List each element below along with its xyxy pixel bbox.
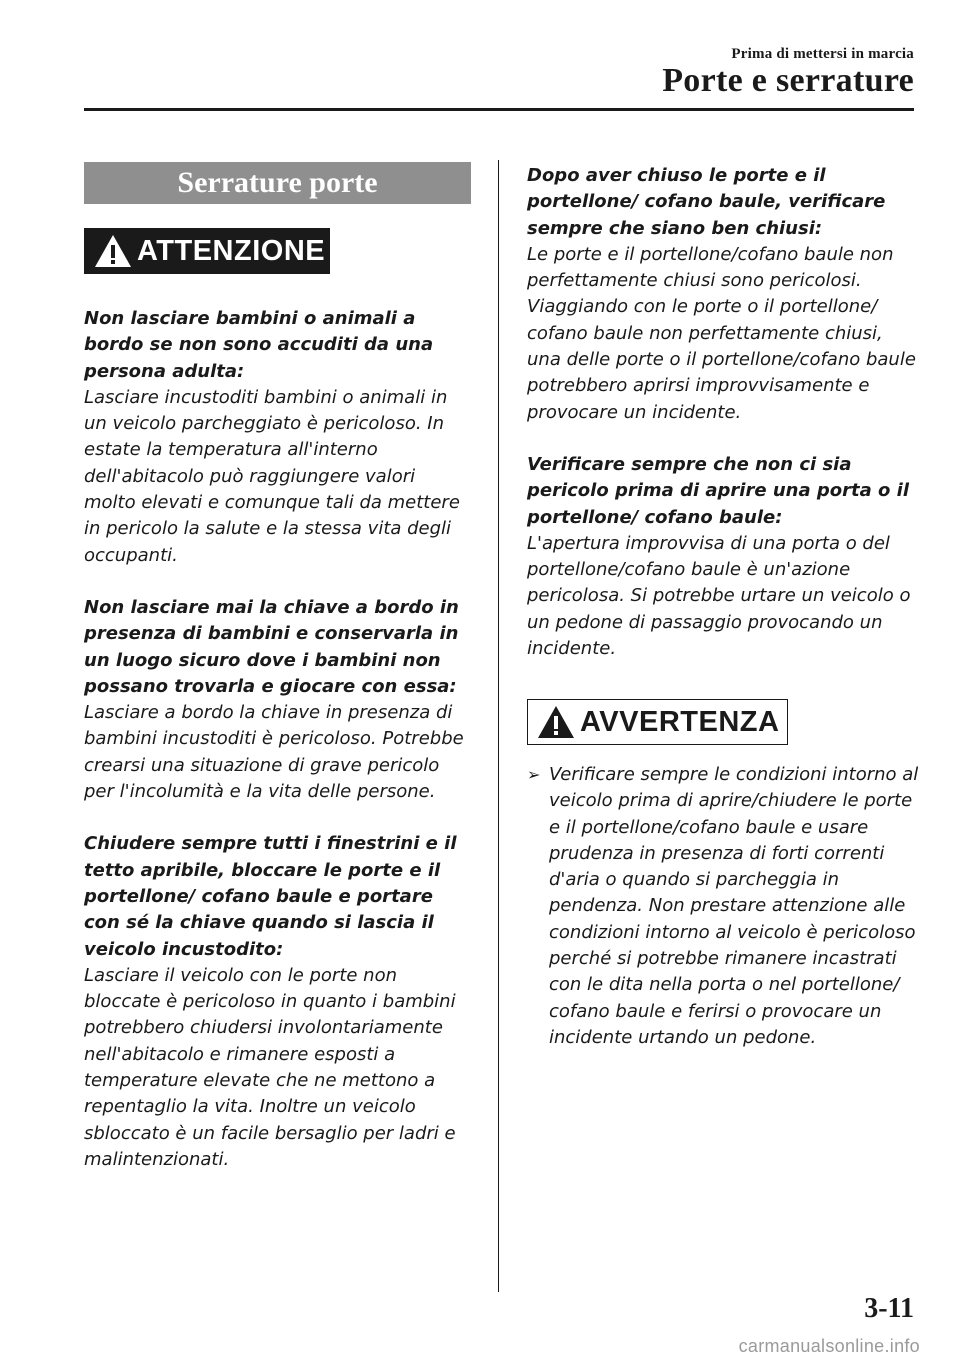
header-subtitle: Prima di mettersi in marcia — [731, 46, 914, 62]
paragraph-text: Lasciare incustoditi bambini o animali in un veicolo parcheggiato è pericoloso. In estate la temperatura all'interno dell'abitacolo può raggiungere valori molto elevati e comunque tali da mettere in pericolo la salute e la stessa vita degli occupanti. — [84, 386, 460, 566]
paragraph — [527, 452, 919, 662]
paragraph-heading: Verificare sempre che non ci sia pericolo prima di aprire una porta o il portellone/ cofano baule: — [527, 453, 909, 528]
paragraph-heading: Chiudere sempre tutti i finestrini e il tetto apribile, bloccare le porte e il portellone/ cofano baule e portare con sé la chiave quando si lascia il veicolo incustodito: — [84, 833, 457, 960]
paragraph — [84, 831, 472, 1173]
paragraph-heading: Non lasciare bambini o animali a bordo se non sono accuditi da una persona adulta: — [84, 308, 434, 382]
paragraph — [84, 595, 472, 805]
paragraph-text: L'apertura improvvisa di una porta o del portellone/cofano baule è un'azione pericolosa. Si potrebbe urtare un veicolo o un pedone di passaggio provocando un incidente. — [527, 532, 911, 660]
warning-icon — [93, 233, 133, 269]
header-divider — [84, 108, 914, 111]
paragraph-text: Lasciare a bordo la chiave in presenza di bambini incustoditi è pericoloso. Potrebbe crearsi una situazione di grave pericolo per l'incolumità e la vita delle persone. — [84, 702, 464, 803]
paragraph-heading: Dopo aver chiuso le porte e il portellone/ cofano baule, verificare sempre che siano ben chiusi: — [527, 165, 886, 239]
page-title: Porte e serrature — [662, 62, 914, 99]
attenzione-box — [84, 228, 330, 274]
page-number: 3-11 — [864, 1293, 914, 1324]
paragraph-heading: Non lasciare mai la chiave a bordo in presenza di bambini e conservarla in un luogo sicuro dove i bambini non possano trovarla e giocare con essa: — [84, 596, 459, 697]
watermark: carmanualsonline.info — [738, 1336, 920, 1356]
paragraph-text: Le porte e il portellone/cofano baule non perfettamente chiusi sono pericolosi. Viaggiando con le porte o il portellone/ cofano baule non perfettamente chiusi, una delle porte o il portellone/cofano baule potrebbero aprirsi improvvisamente e provocare un incidente. — [527, 243, 916, 423]
warning-icon — [536, 704, 576, 740]
arrow-bullet-icon: ➢ — [527, 765, 541, 784]
bullet-item — [527, 762, 919, 1051]
column-divider — [498, 160, 499, 1292]
left-column — [84, 306, 472, 1199]
section-title: Serrature porte — [84, 162, 471, 204]
paragraph-text: Lasciare il veicolo con le porte non bloccate è pericoloso in quanto i bambini potrebbero chiudersi involontariamente nell'abitacolo e rimanere esposti a temperature elevate che ne mettono a repentaglio la vita. Inoltre un veicolo sbloccato è un facile bersaglio per ladri e malintenzionati. — [84, 964, 456, 1170]
avvertenza-label: AVVERTENZA — [580, 705, 780, 738]
avvertenza-box — [527, 699, 788, 745]
attenzione-label: ATTENZIONE — [137, 234, 326, 267]
avvertenza-content — [527, 762, 919, 1051]
paragraph — [527, 163, 919, 426]
bullet-text: Verificare sempre le condizioni intorno al veicolo prima di aprire/chiudere le porte e il portellone/cofano baule e usare prudenza in presenza di forti correnti d'aria o quando si parcheggia in pendenza. Non prestare attenzione alle condizioni intorno al veicolo è pericoloso perché si potrebbe rimanere incastrati con le dita nella porta o nel portellone/ cofano baule e ferirsi o provocare un incidente urtando un pedone. — [549, 764, 919, 1048]
paragraph — [84, 306, 472, 569]
right-column — [527, 163, 919, 688]
